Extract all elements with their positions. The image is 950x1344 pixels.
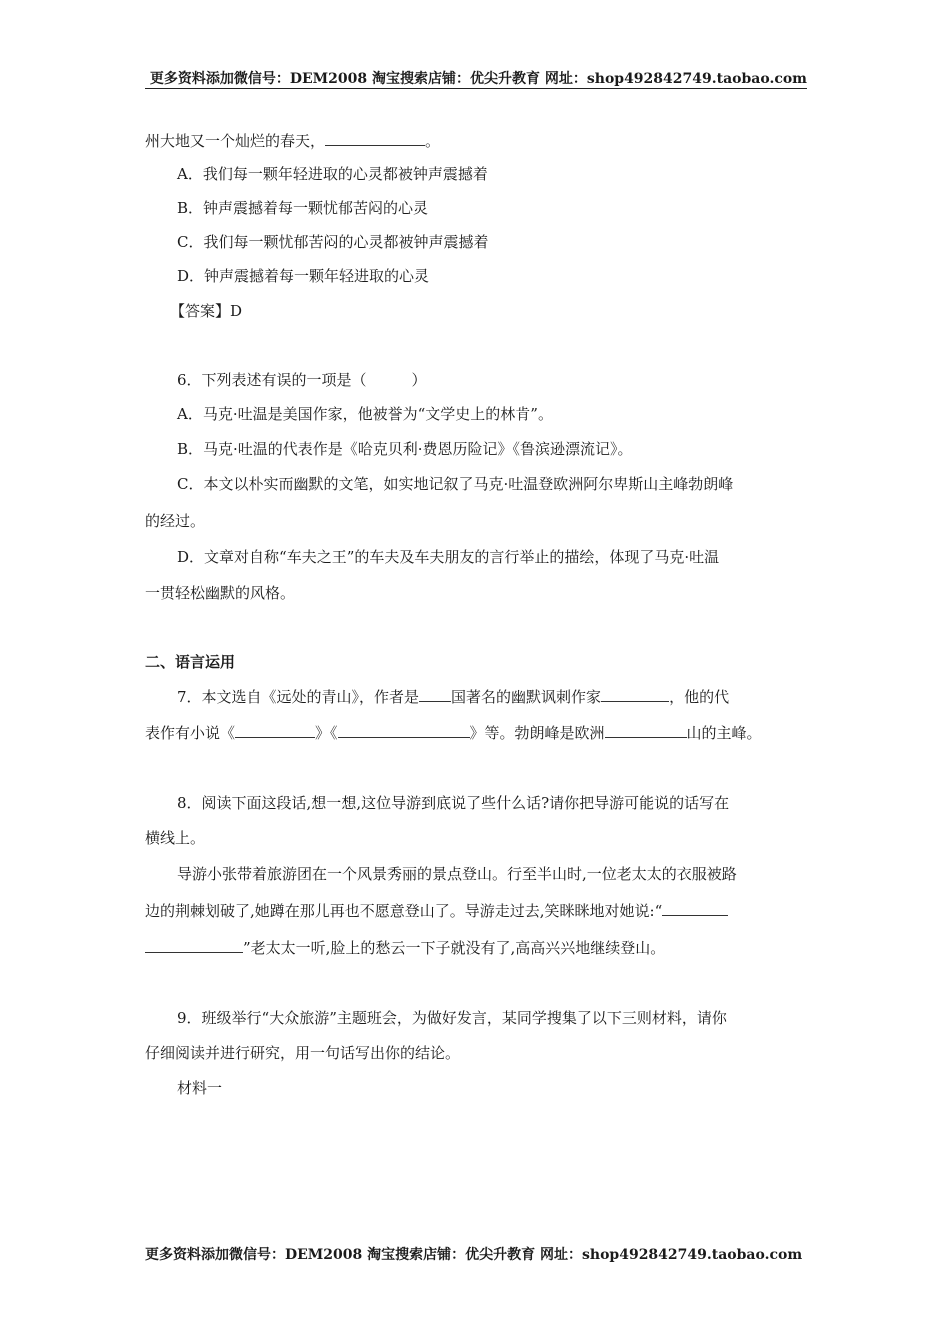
- q9-line2: 仔细阅读并进行研究，用一句话写出你的结论。: [145, 1044, 461, 1062]
- q7-blank-work1: [235, 723, 315, 738]
- q5-option-a: A．我们每一颗年轻进取的心灵都被钟声震撼着: [177, 165, 488, 183]
- q9-material-label: 材料一: [177, 1079, 223, 1097]
- q6-option-d-cont: 一贯轻松幽默的风格。: [145, 584, 296, 602]
- q8-blank-b: [145, 938, 243, 953]
- q7-blank-country: [419, 687, 451, 702]
- q7-blank-mountain: [605, 723, 687, 738]
- q8-line4: 边的荆棘划破了,她蹲在那儿再也不愿意登山了。导游走过去,笑眯眯地对她说:“: [145, 901, 728, 921]
- q8-line5: ”老太太一听,脸上的愁云一下子就没有了,高高兴兴地继续登山。: [145, 938, 665, 958]
- q7-blank-author: [601, 687, 669, 702]
- q6-option-c: C．本文以朴实而幽默的文笔，如实地记叙了马克·吐温登欧洲阿尔卑斯山主峰勃朗峰: [177, 475, 734, 493]
- q5-answer: 【答案】D: [170, 302, 243, 320]
- q9-line1: 9．班级举行“大众旅游”主题班会，为做好发言，某同学搜集了以下三则材料，请你: [177, 1009, 727, 1027]
- q8-line1: 8．阅读下面这段话,想一想,这位导游到底说了些什么话?请你把导游可能说的话写在: [177, 794, 730, 812]
- q6-option-c-cont: 的经过。: [145, 512, 206, 530]
- q8-line2: 横线上。: [145, 829, 206, 847]
- q5-blank: [325, 131, 425, 146]
- footer-text: 更多资料添加微信号：DEM2008 淘宝搜索店铺：优尖升教育 网址：shop492842749.taobao.com: [145, 1247, 803, 1263]
- header-text: 更多资料添加微信号：DEM2008 淘宝搜索店铺：优尖升教育 网址：shop492842749.taobao.com: [149, 71, 807, 87]
- q7-line2: 表作有小说《 》《 》等。勃朗峰是欧洲 山的主峰。: [145, 724, 762, 742]
- section-title: 二、语言运用: [145, 653, 236, 671]
- q5-option-c: C．我们每一颗忧郁苦闷的心灵都被钟声震撼着: [177, 233, 489, 251]
- q8-blank-a: [662, 901, 728, 916]
- q5-option-b: B．钟声震撼着每一颗忧郁苦闷的心灵: [177, 199, 429, 217]
- q7-line1: 7．本文选自《远处的青山》，作者是 国著名的幽默讽刺作家 ，他的代: [177, 688, 730, 706]
- q6-option-a: A．马克·吐温是美国作家，他被誉为“文学史上的林肯”。: [177, 405, 553, 423]
- q5-option-d: D．钟声震撼着每一颗年轻进取的心灵: [177, 267, 430, 285]
- q8-line3: 导游小张带着旅游团在一个风景秀丽的景点登山。行至半山时,一位老太太的衣服被路: [177, 865, 737, 883]
- page-footer: [145, 1244, 807, 1264]
- q6-option-b: B．马克·吐温的代表作是《哈克贝利·费恩历险记》《鲁滨逊漂流记》。: [177, 440, 633, 458]
- page-header: [145, 68, 807, 89]
- q5-stem: 州大地又一个灿烂的春天， 。: [145, 132, 441, 150]
- q6-option-d: D．文章对自称“车夫之王”的车夫及车夫朋友的言行举止的描绘，体现了马克·吐温: [177, 548, 720, 566]
- q7-blank-work2: [338, 723, 470, 738]
- q6-stem: 6．下列表述有误的一项是（ ）: [177, 371, 427, 389]
